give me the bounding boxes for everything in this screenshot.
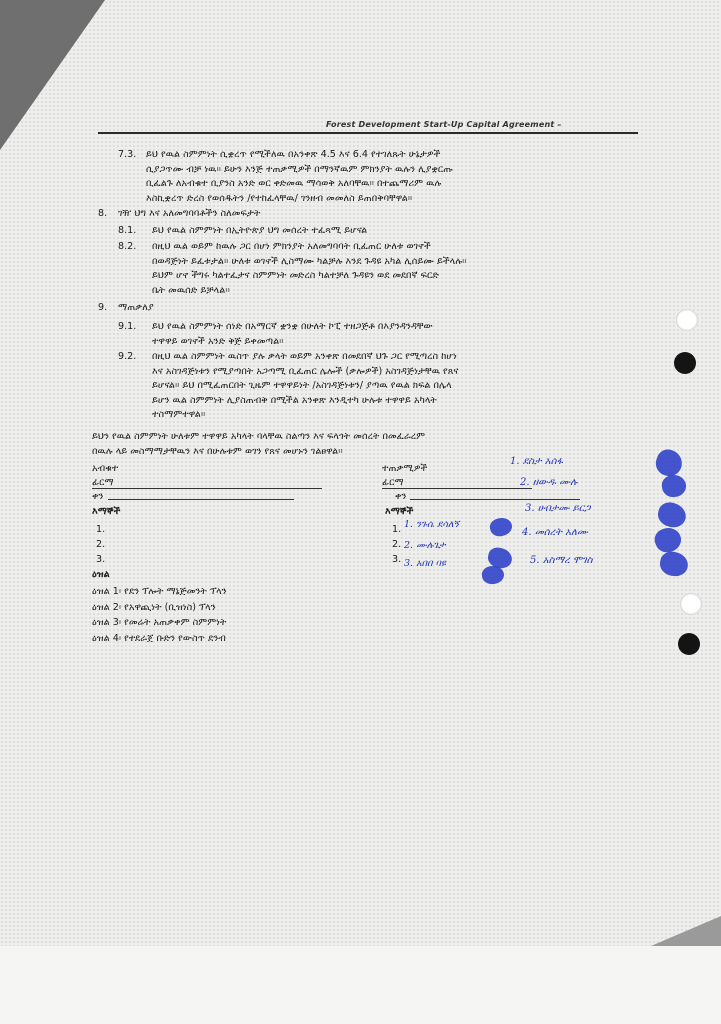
- clause-8-2: [152, 240, 467, 298]
- page-corner-shadow: [651, 916, 721, 946]
- scanner-margin: [0, 946, 721, 1024]
- witness-number: 1.: [392, 524, 402, 535]
- annex-item: ዕዝል 4፡ የተደራጀ ቡድን የውስጥ ደንብ: [92, 632, 226, 644]
- section-8-title: ገዥ ህግ እና አለመግባባቶችን ስለመፍታት: [118, 208, 261, 219]
- date-line: [108, 499, 294, 500]
- text-line: ተዋዋይ ወገኖች አንድ ቅጅ ይቀመጣል።: [152, 335, 284, 347]
- text-line: ይሆናል። ይህ በሚፈጠርበት ጊዜም ተዋዋይነት /አስገዳጅነቱን/ ያጣዉ የዉል ክፍል በሌላ: [152, 380, 452, 391]
- clause-number: 8.2.: [118, 241, 137, 252]
- witness-number: 3.: [392, 554, 402, 565]
- text-line: ቤት መዉሰድ ይቻላል።: [152, 284, 230, 296]
- text-line: በዚህ ዉል ስምምነት ዉስጥ ያሉ ቃላት ወይም አንቀጽ በመደበኛ ህጉ ጋር የሚጣረስ ከሆነ: [152, 351, 457, 362]
- handwritten-name: 2. ዘውዱ ሙሉ: [520, 477, 578, 488]
- annex-title: ዕዝል: [92, 569, 110, 580]
- text-line: ይህ የዉል ስምምነት ሰነድ በአማርኛ ቋንቋ በሁለት ኮፒ ተዘጋጅቶ በእያንዳንዳቸው: [152, 321, 433, 332]
- annex-item: ዕዝል 3፡ የመሬት አጠቃቀም ስምምነት: [92, 617, 227, 628]
- clause-9-2: [152, 350, 458, 423]
- handwritten-witness: 1. ንጉሴ ደሳለኝ: [404, 519, 460, 530]
- handwritten-name: 5. አስማረ ሞገስ: [530, 555, 593, 566]
- text-line: ይህ የዉል ስምምነት ሲቋረጥ የሚችለዉ በአንቀጽ 4.5 እና 6.4 የተገለጹት ሁኔታዎች: [146, 149, 441, 160]
- text-line: ይህም ሆኖ ችግሩ ካልተፈታና ስምምነት መድረስ ካልተቻለ ጉዳዩን ወደ መደበኛ ፍርድ: [152, 270, 439, 281]
- thumbprint-stamp: [660, 473, 687, 499]
- closing-statement: [92, 430, 425, 459]
- punch-hole: [676, 309, 698, 331]
- clause-number: 9.2.: [118, 351, 137, 362]
- punch-hole: [674, 352, 696, 374]
- signature-label: ፊርማ: [92, 477, 114, 488]
- text-line: ይህን የዉል ስምምነት ሁለቱም ተዋዋይ አካላት ባላቸዉ ስልጣን እና ፍላጎት መሰረት በመፈራረም: [92, 431, 426, 442]
- annex-item: ዕዝል 2፡ የአዋጪነት (ቢዝነስ) ፕላን: [92, 601, 216, 613]
- party-abkute: አብቁተ: [92, 463, 119, 474]
- date-line: [410, 499, 580, 500]
- witnesses-title: እማኞች: [385, 506, 414, 517]
- witness-list: [392, 522, 401, 567]
- section-number: 9.: [98, 302, 108, 313]
- punch-hole: [680, 593, 702, 615]
- text-line: ቢፈልጉ ለአብቁተ ቢያንስ አንድ ወር ቀድመዉ ማሳወቅ አለባቸዉ። በተጨማሪም ዉሉ: [146, 178, 442, 189]
- header-rule: [98, 132, 638, 134]
- clause-9-1: [152, 320, 433, 349]
- witness-number: 2.: [392, 539, 402, 550]
- page-corner-shadow: [0, 0, 105, 150]
- party-beneficiaries: ተጠቃሚዎች: [382, 463, 428, 474]
- handwritten-witness: 2. ሙሉጌታ: [404, 540, 446, 551]
- document-header: Forest Development Start-Up Capital Agreement –: [326, 120, 562, 129]
- text-line: እስኪቋረጥ ድረስ የወሰዱትን /የተከፈላቸዉ/ ገንዘብ መመለስ ይጠበቅባቸዋል።: [146, 192, 413, 204]
- date-label: ቀን: [395, 491, 407, 502]
- witnesses-title: እማኞች: [92, 506, 121, 517]
- section-9-title: ማጠቃለያ: [118, 302, 154, 313]
- signature-line: [92, 488, 322, 489]
- annex-item: ዕዝል 1፡ የደን ፕሎት ማኔጅመንት ፕላን: [92, 586, 227, 597]
- date-label: ቀን: [92, 491, 104, 502]
- clause-number: 8.1.: [118, 225, 137, 236]
- clause-7-3: [146, 148, 453, 206]
- punch-hole: [678, 633, 700, 655]
- text-line: ሲያጋጥሙ ብቻ ነዉ። ይሁን እንጅ ተጠቃሚዎች በማንኛዉም ምክንያት ዉሉን ሊያቋርጡ: [146, 163, 453, 175]
- handwritten-name: 3. ሀብታሙ ይርጋ: [525, 503, 591, 514]
- thumbprint-stamp: [655, 500, 688, 530]
- clause-8-1: ይህ የዉል ስምምነት በኢትዮጵያ ህግ መሰረት ተፈጻሚ ይሆናል: [152, 225, 368, 236]
- handwritten-name: 4. መሰረት አለሙ: [522, 527, 588, 538]
- signature-line: [382, 488, 532, 489]
- annex-list: [92, 584, 227, 646]
- witness-list: [96, 522, 105, 567]
- handwritten-witness: 3. አበበ ባዩ: [404, 558, 446, 569]
- thumbprint-stamp: [488, 515, 514, 538]
- witness-number: 3.: [96, 554, 106, 565]
- text-line: ይሆን ዉል ስምምነት ሊያስጠብቅ በሚችል አንቀጽ እንዲተካ ሁሉቱ ተዋዋይ አካላት: [152, 394, 437, 406]
- clause-number: 9.1.: [118, 321, 137, 332]
- witness-number: 1.: [96, 524, 106, 535]
- clause-number: 7.3.: [118, 149, 137, 160]
- thumbprint-stamp: [658, 550, 690, 578]
- section-number: 8.: [98, 208, 108, 219]
- text-line: በዚህ ዉል ወይም ከዉሉ ጋር በሆነ ምክንያት አለመግባባት ቢፈጠር ሁለቱ ወገኖች: [152, 241, 431, 252]
- handwritten-name: 1. ደስታ አሰፋ: [510, 456, 563, 467]
- text-line: በዉሉ ላይ መስማማታቸዉን እና በሁሉቱም ወገን የጸና መሆኑን ገልፀዋል።: [92, 445, 343, 457]
- signature-label: ፊርማ: [382, 477, 404, 488]
- witness-number: 2.: [96, 539, 106, 550]
- text-line: ተስማምተዋል።: [152, 409, 206, 420]
- text-line: በወዳጅነት ይፈቱታል። ሁለቱ ወገኖች ሊስማሙ ካልቻሉ እንደ ጉዳዩ አካል ሊሰይሙ ይችላሉ።: [152, 255, 467, 267]
- text-line: እና አስገዳጅነቱን የሚያጣበት አጋጣሚ ቢፈጠር ሌሎች (ቃሎዎች) አስገዳጅነታቸዉ የጸና: [152, 365, 459, 377]
